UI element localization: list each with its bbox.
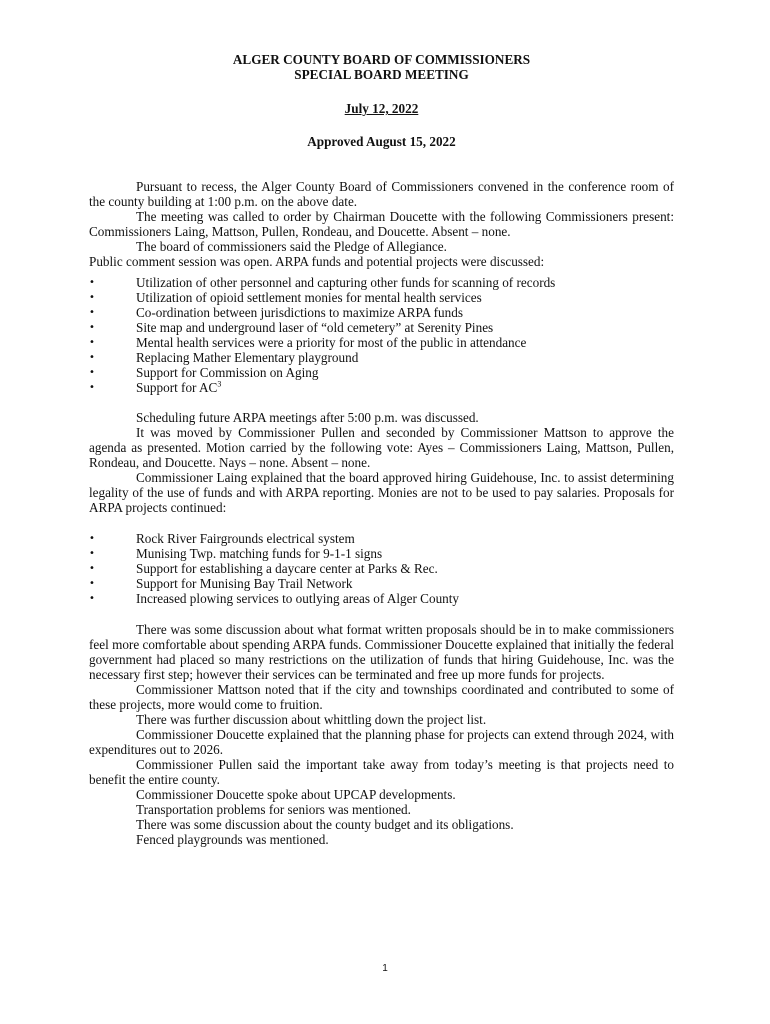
closing-paragraph-7: Transportation problems for seniors was mentioned.	[136, 802, 411, 817]
closing-paragraph-4: Commissioner Doucette explained that the planning phase for projects can extend through 2024, with expenditures out to 2026.	[89, 727, 674, 757]
intro-paragraph-3: The board of commissioners said the Pledge of Allegiance.	[136, 239, 447, 254]
bullet-icon: •	[89, 382, 95, 393]
bullet-icon: •	[89, 367, 95, 378]
list-item: • Support for Commission on Aging	[89, 365, 319, 380]
bullet-icon: •	[89, 593, 95, 604]
intro-paragraph-2: The meeting was called to order by Chairman Doucette with the following Commissioners present: Commissioners Laing, Mattson, Pullen, Rondeau, and Doucette. Absent – none.	[89, 209, 674, 239]
bullet-icon: •	[89, 563, 95, 574]
meeting-date: July 12, 2022	[344, 101, 419, 116]
list-item: • Replacing Mather Elementary playground	[89, 350, 359, 365]
closing-paragraph-5: Commissioner Pullen said the important take away from today’s meeting is that projects need to benefit the entire county.	[89, 757, 674, 787]
bullet-icon: •	[89, 548, 95, 559]
approval-date: Approved August 15, 2022	[307, 134, 456, 149]
arpa-proposals-list	[89, 531, 674, 606]
list-item: • Site map and underground laser of “old cemetery” at Serenity Pines	[89, 320, 494, 335]
bullet-icon: •	[89, 578, 95, 589]
list-item: • Mental health services were a priority for most of the public in attendance	[89, 335, 527, 350]
middle-paragraph-1: Scheduling future ARPA meetings after 5:00 p.m. was discussed.	[136, 410, 479, 425]
bullet-icon: •	[89, 277, 95, 288]
list-item: • Support for establishing a daycare center at Parks & Rec.	[89, 561, 438, 576]
arpa-discussion-list	[89, 275, 674, 395]
bullet-icon: •	[89, 533, 95, 544]
list-item: • Utilization of other personnel and capturing other funds for scanning of records	[89, 275, 556, 290]
closing-paragraph-9: Fenced playgrounds was mentioned.	[136, 832, 329, 847]
middle-paragraph-3: Commissioner Laing explained that the board approved hiring Guidehouse, Inc. to assist determining legality of the use of funds and with ARPA reporting. Monies are not to be used to pay salaries. Proposals for ARPA projects continued:	[89, 470, 674, 515]
title-line-2: SPECIAL BOARD MEETING	[294, 67, 469, 82]
list-item: • Support for $AC^3$	[89, 379, 222, 395]
superscript: 3	[217, 379, 222, 389]
closing-paragraph-2: Commissioner Mattson noted that if the city and townships coordinated and contributed to some of these projects, more would come to fruition.	[89, 682, 674, 712]
bullet-icon: •	[89, 292, 95, 303]
list-item: • Rock River Fairgrounds electrical system	[89, 531, 355, 546]
intro-paragraph-1: Pursuant to recess, the Alger County Board of Commissioners convened in the conference room of the county building at 1:00 p.m. on the above date.	[89, 179, 674, 209]
middle-paragraph-2: It was moved by Commissioner Pullen and seconded by Commissioner Mattson to approve the agenda as presented. Motion carried by the following vote: Ayes – Commissioners Laing, Mattson, Pullen, Rondeau, and Doucette. Nays – none. Absent – none.	[89, 425, 674, 470]
page-number: 1	[382, 963, 388, 974]
bullet-icon: •	[89, 337, 95, 348]
list-item: • Munising Twp. matching funds for 9-1-1 signs	[89, 546, 383, 561]
list-item: • Support for Munising Bay Trail Network	[89, 576, 353, 591]
bullet-icon: •	[89, 322, 95, 333]
closing-paragraph-6: Commissioner Doucette spoke about UPCAP developments.	[136, 787, 456, 802]
title-line-1: ALGER COUNTY BOARD OF COMMISSIONERS	[232, 52, 531, 67]
list-item: • Utilization of opioid settlement monies for mental health services	[89, 290, 482, 305]
bullet-icon: •	[89, 352, 95, 363]
list-item: • Co-ordination between jurisdictions to maximize ARPA funds	[89, 305, 463, 320]
list-item: • Increased plowing services to outlying areas of Alger County	[89, 591, 460, 606]
intro-paragraph-4: Public comment session was open. ARPA funds and potential projects were discussed:	[89, 254, 545, 269]
bullet-icon: •	[89, 307, 95, 318]
closing-paragraph-1: There was some discussion about what format written proposals should be in to make commissioners feel more comfortable about spending ARPA funds. Commissioner Doucette explained that initially the federal government had placed so many restrictions on the utilization of funds that hiring Guidehouse, Inc. was the necessary first step; however their services can be terminated and free up more funds for projects.	[89, 622, 674, 682]
closing-paragraph-8: There was some discussion about the county budget and its obligations.	[136, 817, 514, 832]
closing-paragraph-3: There was further discussion about whittling down the project list.	[136, 712, 487, 727]
document-body	[89, 52, 674, 847]
